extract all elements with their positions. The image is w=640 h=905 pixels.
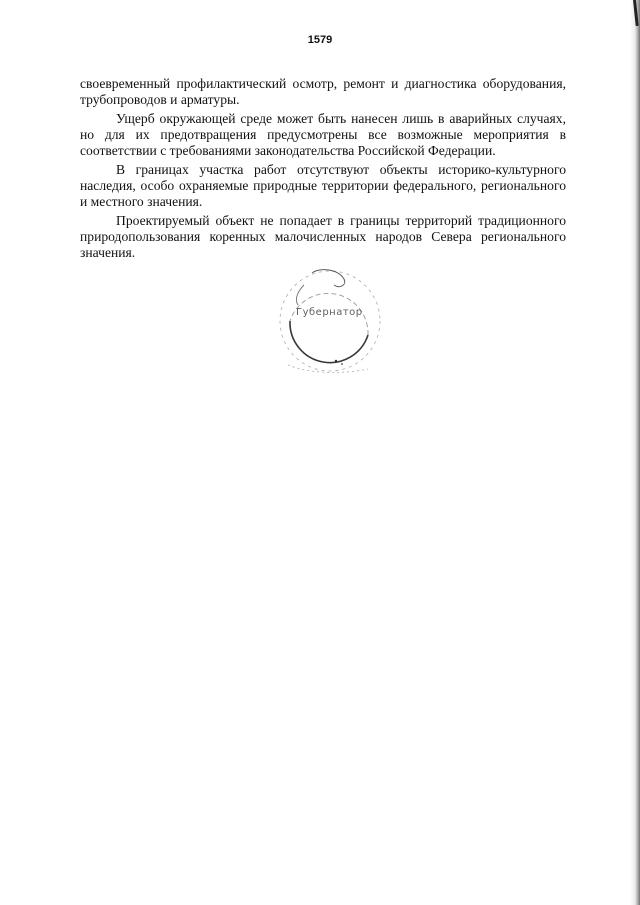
page-number: 1579 (307, 34, 333, 46)
paragraph-heritage-objects: В границах участка работ отсутствуют объекты историко-культурного наследия, особо охраняемые природные территории федерального, регионального и местного значения. (80, 162, 566, 209)
paragraph-continuation: своевременный профилактический осмотр, ремонт и диагностика оборудования, трубопроводов и арматуры. (80, 76, 566, 107)
scan-edge-shadow (630, 0, 640, 905)
paragraph-traditional-territories: Проектируемый объект не попадает в границы территорий традиционного природопользования коренных малочисленных народов Севера регионального значения. (80, 213, 566, 260)
paragraph-environmental-damage: Ущерб окружающей среде может быть нанесен лишь в аварийных случаях, но для их предотвращения предусмотрены все возможные мероприятия в соответствии с требованиями законодательства Российской Федерации. (80, 111, 566, 158)
document-body (80, 76, 566, 264)
stamp-label: Губернатор (296, 307, 363, 318)
official-stamp-icon (268, 265, 398, 380)
